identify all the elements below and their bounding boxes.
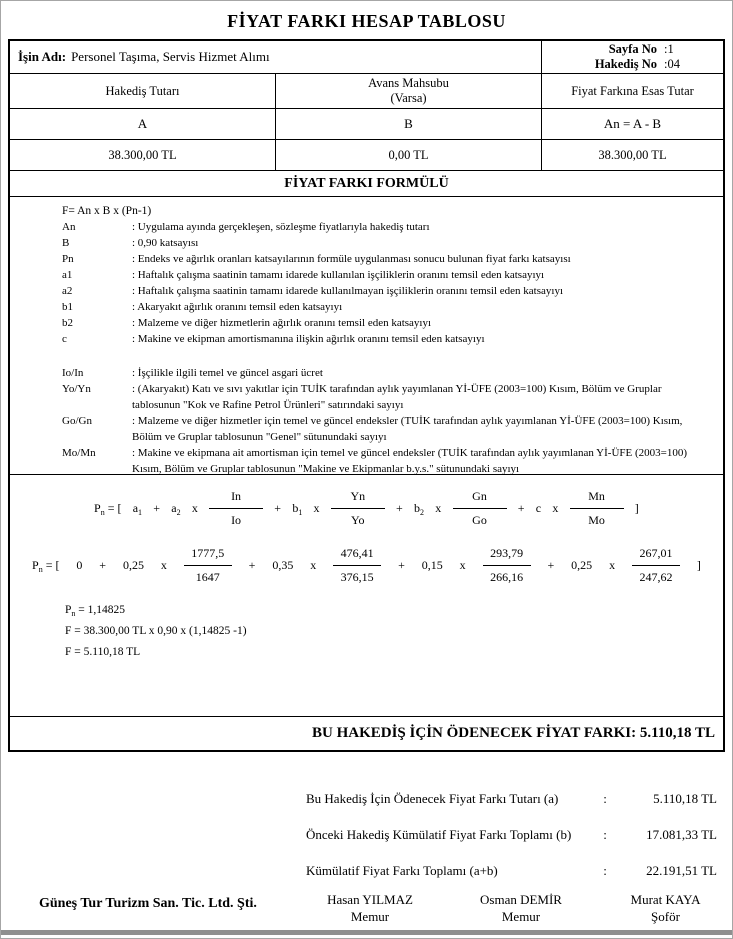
op-plus: + — [274, 501, 282, 515]
bracket-close: ] — [634, 501, 639, 515]
coef-b2: $b_2$ — [414, 501, 425, 517]
signatory-name: Murat KAYA — [630, 892, 701, 907]
definition-term: c — [62, 333, 67, 345]
definition-term: Go/Gn — [62, 415, 92, 427]
col-header-fiyat-farkina-esas-tutar: Fiyat Farkına Esas Tutar — [541, 74, 723, 108]
sayfa-no-label: Sayfa No — [608, 42, 657, 56]
definition-text: : Makine ve ekipmana ait amortisman için temel ve güncel endeksler (TUİK tarafından aylık yayımlanan Yİ-ÜFE (2003=100) Kısım, Bölüm ve Gruplar tablosunun "Makine ve Ekipmanlar b.y.s." sütunundaki sayıyı — [132, 447, 688, 475]
signatory-block — [443, 889, 599, 925]
formula-results — [65, 600, 723, 663]
symbol-row — [10, 109, 723, 140]
op-times: x — [552, 501, 559, 515]
column-header-row — [10, 74, 723, 109]
bracket-close: ] — [696, 558, 701, 572]
signature-footer — [1, 889, 732, 925]
op-plus: + — [248, 558, 256, 572]
isin-adi-cell — [10, 41, 541, 73]
formula-definition-line: F= An x B x (Pn-1) — [62, 205, 152, 217]
definition-row — [62, 235, 705, 251]
definition-term: Io/In — [62, 367, 84, 379]
pn-lhs: $P_n$ = [ — [32, 558, 60, 574]
definition-text: : Haftalık çalışma saatinin tamamı idarede kullanılmayan işçiliklerin oranını temsil eden katsayıyı — [132, 285, 564, 297]
definition-text: : Uygulama ayında gerçekleşen, sözleşme fiyatlarıyla hakediş tutarı — [132, 221, 430, 233]
definition-row — [62, 331, 705, 347]
op-plus: + — [99, 558, 107, 572]
amount-a: 38.300,00 TL — [108, 147, 177, 162]
page-title: FİYAT FARKI HESAP TABLOSU — [227, 11, 506, 31]
signatory-title: Memur — [501, 909, 541, 924]
numeric-formula — [32, 546, 701, 585]
formula-box — [10, 475, 723, 717]
coef-c: c — [535, 501, 542, 515]
sayfa-no-value: :1 — [664, 42, 674, 56]
main-table — [8, 39, 725, 752]
symbol-b: B — [275, 109, 541, 139]
fraction-wage-index: $\frac{1777,5}{1647}$ — [184, 546, 232, 585]
op-plus: + — [517, 501, 525, 515]
definition-term: a1 — [62, 269, 73, 281]
definition-term: Mo/Mn — [62, 447, 96, 459]
summary-label: Kümülatif Fiyat Farkı Toplamı (a+b) — [306, 863, 498, 878]
definition-text: : 0,90 katsayısı — [132, 237, 199, 249]
pn-lhs: $P_n$ = [ — [94, 501, 122, 517]
definition-term: B — [62, 237, 70, 249]
summary-label: Bu Hakediş İçin Ödenecek Fiyat Farkı Tutarı (a) — [306, 791, 559, 806]
definition-row — [62, 251, 705, 267]
fraction-general-index: $\frac{293,79}{266,16}$ — [483, 546, 531, 585]
avans-line1: Avans Mahsubu — [368, 76, 449, 90]
signatory-block — [599, 889, 732, 925]
coef-b1: $b_1$ — [292, 501, 303, 517]
amount-an: 38.300,00 TL — [541, 140, 723, 170]
definition-row — [62, 299, 705, 315]
page-no-cell — [541, 41, 723, 73]
payable-amount-row: BU HAKEDİŞ İÇİN ÖDENECEK FİYAT FARKI: 5.110,18 TL — [312, 725, 715, 741]
summary-label: Önceki Hakediş Kümülatif Fiyat Farkı Toplamı (b) — [306, 827, 572, 842]
value-b2: 0,15 — [421, 558, 443, 572]
op-times: x — [191, 501, 198, 515]
fraction-gn-go: $\frac{Gn}{Go}$ — [453, 489, 507, 528]
op-times: x — [459, 558, 466, 572]
definition-text: : (Akaryakıt) Katı ve sıvı yakıtlar için TUİK tarafından aylık yayımlanan Yİ-ÜFE (2003=100) Kısım, Bölüm ve Gruplar tablosunun "Kok ve Rafine Petrol Ürünleri" satırındaki sayıyı — [132, 383, 662, 411]
op-plus: + — [396, 501, 403, 515]
definition-row — [62, 283, 705, 299]
fraction-mn-mo: $\frac{Mn}{Mo}$ — [570, 489, 624, 528]
col-header-hakedis-tutari: Hakediş Tutarı — [105, 83, 180, 98]
value-a2: 0,25 — [122, 558, 144, 572]
definitions-box — [10, 197, 723, 475]
definition-text: : Haftalık çalışma saatinin tamamı idarede kullanılan işçiliklerin oranını temsil eden katsayıyı — [132, 269, 545, 281]
fraction-fuel-index: $\frac{476,41}{376,15}$ — [333, 546, 381, 585]
op-times: x — [609, 558, 616, 572]
op-times: x — [313, 501, 320, 515]
symbol-a: A — [137, 116, 148, 131]
pn-result: $P_n = 1,14825$ — [65, 604, 126, 618]
signatory-block — [297, 889, 443, 925]
op-times: x — [310, 558, 317, 572]
definition-term: An — [62, 221, 76, 233]
definition-term: b1 — [62, 301, 73, 313]
signatory-title: Şoför — [651, 909, 680, 924]
signatory-name: Hasan YILMAZ — [327, 892, 413, 907]
definition-term: Yo/Yn — [62, 383, 91, 395]
definition-row — [62, 267, 705, 283]
amount-row — [10, 140, 723, 171]
coef-a1: $a_1$ — [132, 501, 143, 517]
signatory-name: Osman DEMİR — [480, 892, 562, 907]
op-plus: + — [398, 558, 405, 572]
coef-a2: $a_2$ — [171, 501, 181, 517]
fraction-in-io: $\frac{In}{Io}$ — [209, 489, 263, 528]
definition-text: : Akaryakıt ağırlık oranını temsil eden katsayıyı — [132, 301, 343, 313]
definition-row — [62, 445, 705, 475]
window-bottom-edge — [1, 930, 732, 935]
definition-term: b2 — [62, 317, 73, 329]
isin-adi-row — [10, 41, 723, 74]
summary-block — [306, 781, 717, 889]
company-name: Güneş Tur Turizm San. Tic. Ltd. Şti. — [39, 896, 257, 911]
definition-text: : Makine ve ekipman amortismanına ilişkin ağırlık oranını temsil eden katsayıyı — [132, 333, 485, 345]
symbolic-formula — [94, 489, 639, 528]
value-c: 0,25 — [571, 558, 593, 572]
definition-text: : Malzeme ve diğer hizmetlerin ağırlık oranını temsil eden katsayıyı — [132, 317, 432, 329]
op-plus: + — [547, 558, 555, 572]
fraction-machine-index: $\frac{267,01}{247,62}$ — [632, 546, 680, 585]
summary-value: 5.110,18 TL — [653, 791, 717, 806]
amount-b: 0,00 TL — [275, 140, 541, 170]
definition-text: : Malzeme ve diğer hizmetler için temel ve güncel endeksler (TUİK tarafından aylık yayımlanan Yİ-ÜFE (2003=100) Kısım, Bölüm ve Gruplar tablosunun "Genel" sütunundaki sayıyı — [132, 415, 683, 443]
definition-row — [62, 365, 705, 381]
summary-row — [306, 853, 717, 889]
col-header-avans-mahsubu — [275, 74, 541, 108]
definition-text: : İşçilikle ilgili temel ve güncel asgari ücret — [132, 367, 323, 379]
definition-row — [62, 381, 705, 413]
value-b1: 0,35 — [272, 558, 294, 572]
summary-colon: : — [603, 863, 607, 878]
definition-term: Pn — [62, 253, 74, 265]
definition-text: : Endeks ve ağırlık oranları katsayılarının formüle uygulanması sonucu bulunan fiyat farkı katsayısı — [132, 253, 571, 265]
op-plus: + — [153, 501, 161, 515]
summary-colon: : — [603, 791, 607, 806]
definition-row — [62, 219, 705, 235]
avans-line2: (Varsa) — [390, 91, 427, 105]
fraction-yn-yo: $\frac{Yn}{Yo}$ — [331, 489, 385, 528]
symbol-an: An = A - B — [541, 109, 723, 139]
value-a1: 0 — [76, 558, 83, 572]
hakedis-no-label: Hakediş No — [594, 57, 657, 71]
definition-row — [62, 413, 705, 445]
summary-row — [306, 817, 717, 853]
isin-adi-label: İşin Adı: — [18, 49, 67, 64]
formula-section-title: FİYAT FARKI FORMÜLÜ — [10, 171, 723, 197]
hakedis-no-value: :04 — [664, 57, 680, 71]
op-times: x — [435, 501, 442, 515]
definition-term: a2 — [62, 285, 73, 297]
definition-row — [62, 315, 705, 331]
summary-value: 22.191,51 TL — [646, 863, 717, 878]
summary-row — [306, 781, 717, 817]
summary-value: 17.081,33 TL — [646, 827, 717, 842]
isin-adi-value: Personel Taşıma, Servis Hizmet Alımı — [71, 49, 270, 64]
op-times: x — [160, 558, 167, 572]
summary-colon: : — [603, 827, 607, 842]
f-calculation: F = 38.300,00 TL x 0,90 x (1,14825 -1) — [65, 625, 247, 637]
f-result: F = 5.110,18 TL — [65, 646, 141, 658]
signatory-title: Memur — [350, 909, 390, 924]
